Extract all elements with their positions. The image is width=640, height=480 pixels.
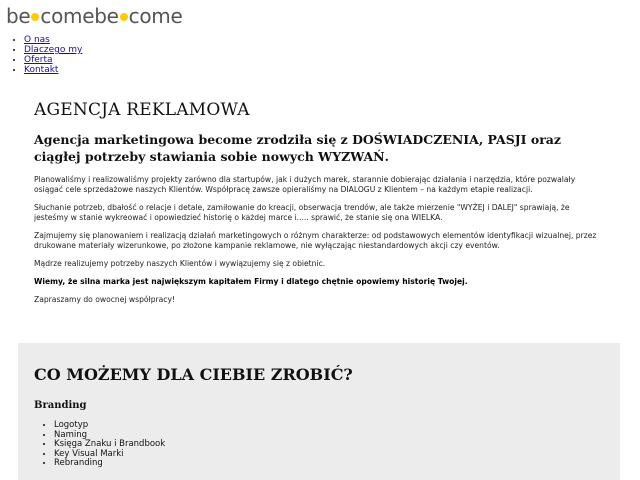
nav-link-oferta[interactable]: Oferta [24, 55, 53, 65]
agency-paragraph: Słuchanie potrzeb, dbałość o relacje i detale, zamiłowanie do kreacji, obserwacja trendów, ale także mierzenie "WYŻEJ i DALEJ" sprawiają, że jesteśmy w stanie wykreować i opowiedzieć historię o każdej marce i..... sprawić, że stanie się ona WIELKA. [34, 203, 570, 222]
agency-subtitle: Agencja marketingowa become zrodziła się z DOŚWIADCZENIA, PASJI oraz ciągłej potrzeby stawiania sobie nowych WYZWAŃ. [34, 132, 561, 164]
agency-closing: Zapraszamy do owocnej współpracy! [34, 295, 176, 304]
agency-paragraph: Mądrze realizujemy potrzeby naszych Klientów i wywiązujemy się z obietnic. [34, 259, 326, 268]
logo-text-part3: come [128, 4, 183, 28]
services-title: CO MOŻEMY DLA CIEBIE ZROBIĆ? [34, 365, 353, 384]
branding-list [34, 421, 594, 469]
list-item: • Logotyp [54, 421, 594, 431]
nav-item [24, 35, 82, 45]
agency-paragraph: Planowaliśmy i realizowaliśmy projekty zarówno dla startupów, jak i dużych marek, starannie dobierając działania i narzędzia, które pozwalały osiągać cele sprzedażowe naszych Klientów. Współpracę zawsze opieraliśmy na DIALOGU z Klientem – na każdym etapie realizacji. [34, 175, 576, 194]
nav-item [24, 45, 82, 55]
list-item: • Key Visual Marki [54, 450, 594, 460]
list-item: • Rebranding [54, 459, 594, 469]
list-item: • Naming [54, 431, 594, 441]
agency-title: AGENCJA REKLAMOWA [34, 100, 250, 120]
logo-text-part1: be [6, 4, 31, 28]
nav-item [24, 55, 82, 65]
agency-section [34, 100, 604, 313]
brand-logo[interactable] [6, 4, 182, 28]
agency-bold-statement: Wiemy, że silna marka jest największym kapitałem Firmy i dlatego chętnie opowiemy historię Twojej. [34, 277, 468, 286]
main-navigation [10, 35, 82, 75]
logo-dot-icon [31, 13, 39, 21]
logo-text-part2: comebe [40, 4, 119, 28]
logo-dot-icon [120, 13, 128, 21]
branding-heading: Branding [34, 400, 87, 411]
list-item: • Księga Znaku i Brandbook [54, 440, 594, 450]
nav-link-o-nas[interactable]: O nas [24, 35, 50, 45]
nav-link-dlaczego-my[interactable]: Dlaczego my [24, 45, 83, 55]
nav-link-kontakt[interactable]: Kontakt [24, 65, 59, 75]
services-panel [18, 343, 620, 480]
agency-paragraph: Zajmujemy się planowaniem i realizacją działań marketingowych o różnym charakterze: od podstawowych elementów identyfikacji wizualnej, przez drukowane materiały wizerunkowe, po złożone kampanie reklamowe, nie wyłączając niestandardowych akcji czy eventów. [34, 231, 597, 250]
nav-item [24, 65, 82, 75]
